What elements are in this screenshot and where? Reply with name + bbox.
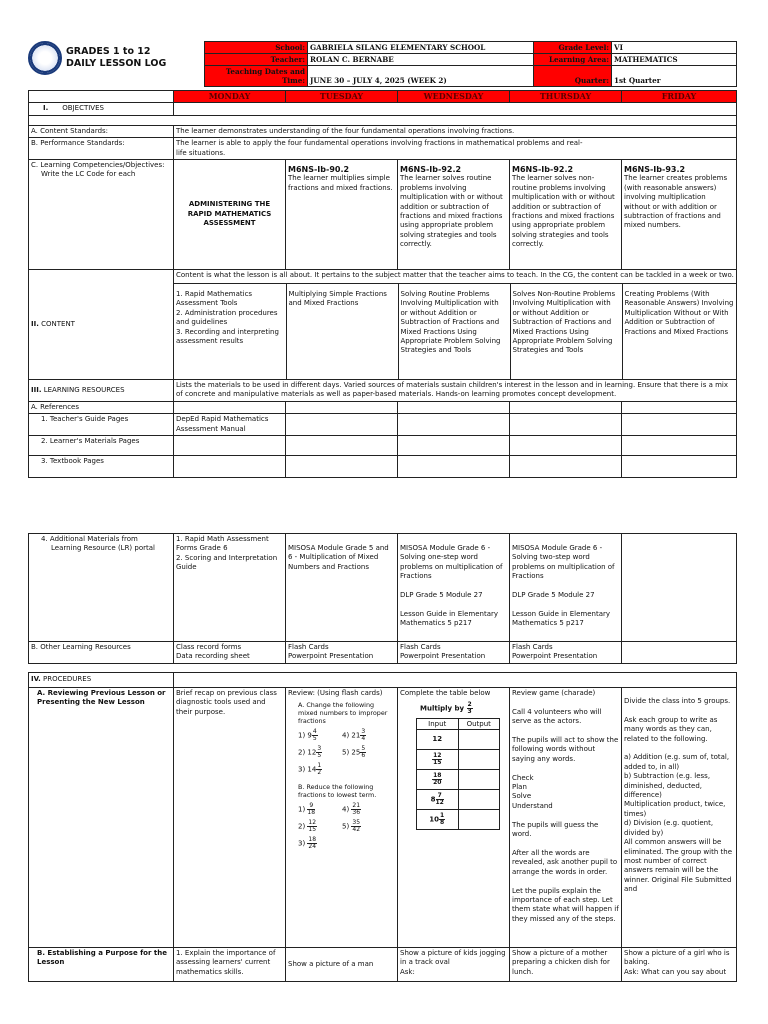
other-thursday: Flash Cards Powerpoint Presentation bbox=[510, 642, 622, 664]
mixed-number-item: 3) 14 $\frac{1}{2}$ bbox=[298, 762, 322, 777]
lc-tuesday: M6NS-Ib-90.2 The learner multiplies simple fractions and mixed fractions. bbox=[286, 160, 398, 270]
input-output-table bbox=[416, 718, 500, 830]
fraction-item: 5) $\frac{35}{42}$ bbox=[342, 819, 361, 834]
fraction-item: 4) $\frac{21}{36}$ bbox=[342, 802, 361, 817]
area-label: Learning Area: bbox=[534, 54, 612, 66]
review-tuesday: Review: (Using flash cards) A. Change the following mixed numbers to improper fractions 1) 9 $\frac{4}{5}$ 4) 21 $\frac{3}{4}$ 2) 12 $\frac{3}{5}$ 5) 25 $\frac{5}{6}$ 3) 14 $\frac{1}{2}$ B. Reduce the following fractions to lowest term. 1) $\frac{9}{18}$ 4) $\frac{21}{36}$ 2) $\frac{12}{15}$ 5) $\frac{35}{42}$ 3) $\frac{18}{24}$ bbox=[286, 688, 398, 948]
dates-label: Teaching Dates and Time: bbox=[205, 66, 308, 87]
day-header-friday: FRIDAY bbox=[622, 91, 737, 103]
add-thursday: MISOSA Module Grade 6 - Solving two-step word problems on multiplication of Fractions DLP Grade 5 Module 27 Lesson Guide in Elementary Mathematics 5 p217 bbox=[510, 534, 622, 642]
learning-resources-heading: III. LEARNING RESOURCES bbox=[29, 380, 174, 402]
fraction-item: 3) $\frac{18}{24}$ bbox=[298, 836, 317, 851]
content-heading: II. CONTENT bbox=[29, 270, 174, 380]
resources-table-continued bbox=[28, 533, 737, 664]
review-thursday: Review game (charade) Call 4 volunteers who will serve as the actors. The pupils will act to show the following words without saying any words. Check Plan Solve Understand The pupils will guess the word. After all the words are revealed, ask another pupil to arrange the words in order. Let the pupils explain the importance of each step. Let them state what will happen if they missed any of the steps. bbox=[510, 688, 622, 948]
learners-materials-label: 2. Learner's Materials Pages bbox=[29, 436, 174, 456]
content-thursday: Solves Non-Routine Problems Involving Multiplication with or without Addition or Subtraction of Fractions and Mixed Fractions Using Appropriate Problem Solving Strategies and Tools bbox=[510, 284, 622, 379]
day-header-monday: MONDAY bbox=[174, 91, 286, 103]
flash-card-a: A. Change the following mixed numbers to improper fractions 1) 9 $\frac{4}{5}$ 4) 21 $\frac{3}{4}$ 2) 12 $\frac{3}{5}$ 5) 25 $\frac{5}{6}$ 3) 14 $\frac{1}{2}$ B. Reduce the following fractions to lowest term. 1) $\frac{9}{18}$ 4) $\frac{21}{36}$ 2) $\frac{12}{15}$ 5) $\frac{35}{42}$ 3) $\frac{18}{24}$ bbox=[298, 701, 388, 851]
content-days bbox=[174, 284, 737, 379]
references-label: A. References bbox=[29, 402, 174, 414]
textbook-pages-label: 3. Textbook Pages bbox=[29, 456, 174, 478]
spacer bbox=[29, 115, 737, 125]
purpose-friday: Show a picture of a girl who is baking. Ask: What can you say about bbox=[622, 948, 737, 982]
io-row bbox=[417, 730, 500, 750]
tg-monday: DepEd Rapid Mathematics Assessment Manual bbox=[174, 414, 286, 436]
header-info-table bbox=[204, 41, 737, 87]
purpose-wednesday: Show a picture of kids jogging in a track oval Ask: bbox=[398, 948, 510, 982]
teacher-value: ROLAN C. BERNABE bbox=[308, 54, 534, 66]
lc-thursday: M6NS-Ib-92.2 The learner solves non-routine problems involving multiplication with or without addition or subtraction of fractions and mixed fractions using appropriate problem solving strategies and tools correctly. bbox=[510, 160, 622, 270]
other-monday: Class record forms Data recording sheet bbox=[174, 642, 286, 664]
purpose-label: B. Establishing a Purpose for the Lesson bbox=[29, 948, 174, 982]
io-output bbox=[458, 770, 500, 790]
teachers-guide-label: 1. Teacher's Guide Pages bbox=[29, 414, 174, 436]
dll-main-table bbox=[28, 90, 737, 478]
other-tuesday: Flash Cards Powerpoint Presentation bbox=[286, 642, 398, 664]
learning-competencies-label: C. Learning Competencies/Objectives: Write the LC Code for each bbox=[29, 160, 174, 270]
purpose-monday: 1. Explain the importance of assessing learners' current mathematics skills. bbox=[174, 948, 286, 982]
multiply-by-label: Multiply by $\frac{2}{3}$ bbox=[420, 701, 472, 716]
add-monday: 1. Rapid Math Assessment Forms Grade 6 2. Scoring and Interpretation Guide bbox=[174, 534, 286, 642]
purpose-tuesday: Show a picture of a man bbox=[286, 948, 398, 982]
io-output bbox=[458, 810, 500, 830]
quarter-label: Quarter: bbox=[534, 66, 612, 87]
content-monday: 1. Rapid Mathematics Assessment Tools 2. Administration procedures and guidelines 3. Recording and interpreting assessment results bbox=[174, 284, 286, 379]
io-output bbox=[458, 730, 500, 750]
procedures-table bbox=[28, 672, 737, 982]
review-label: A. Reviewing Previous Lesson or Presenting the New Lesson bbox=[29, 688, 174, 948]
content-tuesday: Multiplying Simple Fractions and Mixed Fractions bbox=[286, 284, 398, 379]
mixed-number-item: 1) 9 $\frac{4}{5}$ bbox=[298, 728, 317, 743]
performance-standards-text: The learner is able to apply the four fundamental operations involving fractions in mathematical problems and real-life situations. bbox=[174, 138, 737, 160]
col-output: Output bbox=[458, 719, 500, 730]
review-friday: Divide the class into 5 groups. Ask each group to write as many words as they can, related to the following. a) Addition (e.g. sum of, total, added to, in all) b) Subtraction (e.g. less, diminished, deducted, difference) Multiplication product, twice, times) d) Division (e.g. quotient, divided by) All common answers will be eliminated. The group with the most number of correct answers remain will be the winner. Original File Submitted and bbox=[622, 688, 737, 948]
day-header-wednesday: WEDNESDAY bbox=[398, 91, 510, 103]
objectives-blank bbox=[174, 103, 737, 115]
other-resources-label: B. Other Learning Resources bbox=[29, 642, 174, 664]
procedures-heading: IV. PROCEDURES bbox=[29, 673, 174, 688]
objectives-heading: I. OBJECTIVES bbox=[29, 103, 174, 115]
day-header-thursday: THURSDAY bbox=[510, 91, 622, 103]
school-value: GABRIELA SILANG ELEMENTARY SCHOOL bbox=[308, 42, 534, 54]
grade-value: VI bbox=[612, 42, 737, 54]
io-input: 10 $\frac{1}{8}$ bbox=[417, 810, 459, 830]
add-wednesday: MISOSA Module Grade 6 - Solving one-step word problems on multiplication of Fractions DLP Grade 5 Module 27 Lesson Guide in Elementary Mathematics 5 p217 bbox=[398, 534, 510, 642]
col-input: Input bbox=[417, 719, 459, 730]
mixed-number-item: 2) 12 $\frac{3}{5}$ bbox=[298, 745, 322, 760]
content-friday: Creating Problems (With Reasonable Answers) Involving Multiplication Without or With Addition or Subtraction of Fractions and Mixed Fractions bbox=[622, 284, 737, 379]
content-cell bbox=[174, 270, 737, 380]
lc-friday: M6NS-Ib-93.2 The learner creates problems (with reasonable answers) involving multiplication without or with addition or subtraction of fractions and mixed numbers. bbox=[622, 160, 737, 270]
area-value: MATHEMATICS bbox=[612, 54, 737, 66]
content-standards-text: The learner demonstrates understanding of the four fundamental operations involving fractions. bbox=[174, 125, 737, 137]
io-input: 12 bbox=[417, 730, 459, 750]
quarter-value: 1st Quarter bbox=[612, 66, 737, 87]
review-wednesday: Complete the table below Multiply by $\frac{2}{3}$ Input Output 12 $\frac{12}{15}$ $\frac{18}{20}$ 8 $\frac{7}{12}$ 10 $\frac{1}{8}$ bbox=[398, 688, 510, 948]
io-input: 8 $\frac{7}{12}$ bbox=[417, 790, 459, 810]
io-row bbox=[417, 810, 500, 830]
mixed-number-item: 5) 25 $\frac{5}{6}$ bbox=[342, 745, 366, 760]
purpose-thursday: Show a picture of a mother preparing a chicken dish for lunch. bbox=[510, 948, 622, 982]
io-input: $\frac{12}{15}$ bbox=[417, 750, 459, 770]
content-standards-label: A. Content Standards: bbox=[29, 125, 174, 137]
dates-value: JUNE 30 – JULY 4, 2025 (WEEK 2) bbox=[308, 66, 534, 87]
learning-resources-note: Lists the materials to be used in different days. Varied sources of materials sustain children's interest in the lesson and in learning. Ensure that there is a mix of concrete and manipulative materials as well as paper-based materials. Hands-on learning promotes concept development. bbox=[174, 380, 737, 402]
school-label: School: bbox=[205, 42, 308, 54]
day-header-tuesday: TUESDAY bbox=[286, 91, 398, 103]
lc-monday: ADMINISTERING THE RAPID MATHEMATICS ASSESSMENT bbox=[174, 160, 286, 270]
io-row bbox=[417, 770, 500, 790]
io-input: $\frac{18}{20}$ bbox=[417, 770, 459, 790]
teacher-label: Teacher: bbox=[205, 54, 308, 66]
grade-label: Grade Level: bbox=[534, 42, 612, 54]
other-wednesday: Flash Cards Powerpoint Presentation bbox=[398, 642, 510, 664]
io-output bbox=[458, 750, 500, 770]
lc-wednesday: M6NS-Ib-92.2 The learner solves routine problems involving multiplication with or without addition or subtraction of fractions and mixed fractions using appropriate problem solving strategies and tools correctly. bbox=[398, 160, 510, 270]
additional-materials-label: 4. Additional Materials from Learning Resource (LR) portal bbox=[29, 534, 174, 642]
add-tuesday: MISOSA Module Grade 5 and 6 - Multiplication of Mixed Numbers and Fractions bbox=[286, 534, 398, 642]
deped-seal-icon bbox=[28, 41, 62, 75]
corner-cell bbox=[29, 91, 174, 103]
mixed-number-item: 4) 21 $\frac{3}{4}$ bbox=[342, 728, 366, 743]
fraction-item: 1) $\frac{9}{18}$ bbox=[298, 802, 316, 817]
io-output bbox=[458, 790, 500, 810]
io-row bbox=[417, 750, 500, 770]
doc-title-line2: DAILY LESSON LOG bbox=[66, 58, 167, 69]
doc-title-line1: GRADES 1 to 12 bbox=[66, 46, 151, 57]
review-monday: Brief recap on previous class diagnostic tools used and their purpose. bbox=[174, 688, 286, 948]
io-row bbox=[417, 790, 500, 810]
content-note: Content is what the lesson is all about. It pertains to the subject matter that the teacher aims to teach. In the CG, the content can be tackled in a week or two. bbox=[174, 270, 736, 284]
fraction-item: 2) $\frac{12}{15}$ bbox=[298, 819, 317, 834]
content-wednesday: Solving Routine Problems Involving Multiplication with or without Addition or Subtraction of Fractions and Mixed Fractions Using Appropriate Problem Solving Strategies and Tools bbox=[398, 284, 510, 379]
performance-standards-label: B. Performance Standards: bbox=[29, 138, 174, 160]
